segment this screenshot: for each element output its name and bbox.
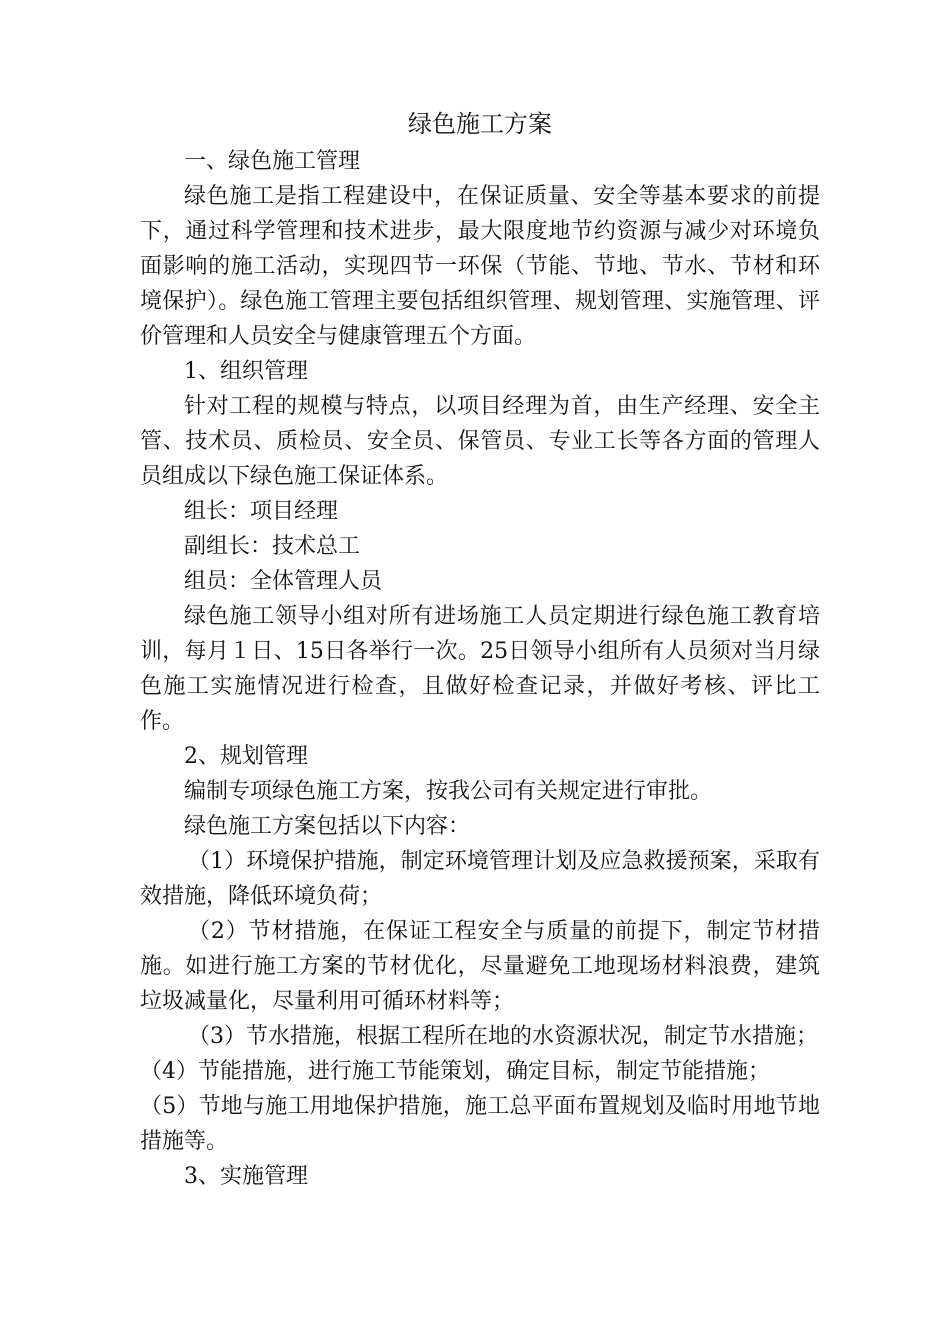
list-item-energy: （4）节能措施，进行施工节能策划，确定目标，制定节能措施； — [140, 1059, 770, 1084]
list-item-water: （3）节水措施，根据工程所在地的水资源状况，制定节水措施； — [188, 1024, 818, 1049]
document-page — [140, 104, 820, 1194]
list-item-land: （5）节地与施工用地保护措施，施工总平面布置规划及临时用地节地措施等。 — [140, 1094, 820, 1154]
paragraph-plan-contents: 绿色施工方案包括以下内容： — [184, 814, 471, 839]
subsection-heading-implementation: 3、实施管理 — [184, 1164, 308, 1189]
paragraph-definition: 绿色施工是指工程建设中，在保证质量、安全等基本要求的前提下，通过科学管理和技术进步，最大限度地节约资源与减少对环境负面影响的施工活动，实现四节一环保（节能、节地、节水、节材和环境保护）。绿色施工管理主要包括组织管理、规划管理、实施管理、评价管理和人员安全与健康管理五个方面。 — [140, 184, 820, 349]
paragraph-organization: 针对工程的规模与特点，以项目经理为首，由生产经理、安全主管、技术员、质检员、安全员、保管员、专业工长等各方面的管理人员组成以下绿色施工保证体系。 — [140, 394, 820, 489]
section-heading-green-construction-management: 一、绿色施工管理 — [184, 149, 361, 174]
list-item-leader: 组长：项目经理 — [184, 499, 339, 524]
list-item-materials: （2）节材措施，在保证工程安全与质量的前提下，制定节材措施。如进行施工方案的节材优化，尽量避免工地现场材料浪费，建筑垃圾减量化，尽量利用可循环材料等； — [140, 919, 820, 1014]
subsection-heading-organization: 1、组织管理 — [184, 359, 308, 384]
list-item-members: 组员：全体管理人员 — [184, 569, 383, 594]
list-item-deputy-leader: 副组长：技术总工 — [184, 534, 361, 559]
paragraph-planning: 编制专项绿色施工方案，按我公司有关规定进行审批。 — [184, 779, 713, 804]
paragraph-training: 绿色施工领导小组对所有进场施工人员定期进行绿色施工教育培训，每月１日、15日各举行一次。25日领导小组所有人员须对当月绿色施工实施情况进行检查，且做好检查记录，并做好考核、评比工作。 — [140, 604, 820, 734]
document-title: 绿色施工方案 — [408, 110, 552, 138]
list-item-environment: （1）环境保护措施，制定环境管理计划及应急救援预案，采取有效措施，降低环境负荷； — [140, 849, 820, 909]
subsection-heading-planning: 2、规划管理 — [184, 744, 308, 769]
